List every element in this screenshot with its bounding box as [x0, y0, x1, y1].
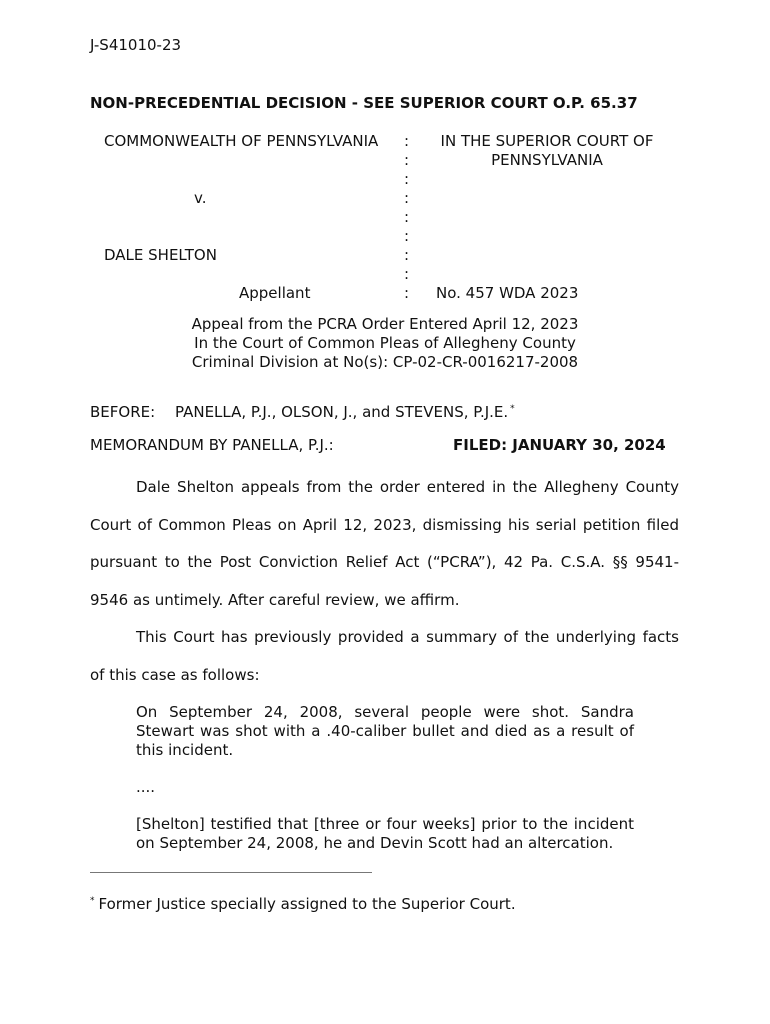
appeal-line-1: Appeal from the PCRA Order Entered April 12, 2023	[191, 315, 579, 333]
body-line: pursuant to the Post Conviction Relief Act (“PCRA”), 42 Pa. C.S.A. §§ 9541-	[90, 553, 679, 571]
caption-colon: :	[404, 189, 410, 207]
caption-appellant-role: Appellant	[239, 284, 311, 302]
caption-colon: :	[404, 170, 410, 188]
quote-ellipsis: ....	[136, 778, 156, 796]
body-line: of this case as follows:	[90, 666, 260, 684]
caption-colon: :	[404, 151, 410, 169]
caption-colon: :	[404, 265, 410, 283]
caption-defendant: DALE SHELTON	[104, 246, 217, 264]
footnote-mark: *	[90, 896, 95, 906]
memorandum-author: MEMORANDUM BY PANELLA, P.J.:	[90, 436, 334, 454]
decision-heading: NON-PRECEDENTIAL DECISION - SEE SUPERIOR COURT O.P. 65.37	[90, 94, 638, 112]
quote-paragraph: On September 24, 2008, several people were shot. Sandra Stewart was shot with a .40-caliber bullet and died as a result of this incident.	[136, 703, 634, 759]
footnote-separator	[90, 872, 372, 873]
before-judges	[175, 403, 515, 421]
body-line: Court of Common Pleas on April 12, 2023, dismissing his serial petition filed	[90, 516, 679, 534]
docket-id: J-S41010-23	[90, 36, 182, 54]
quote-paragraph: [Shelton] testified that [three or four weeks] prior to the incident on September 24, 2008, he and Devin Scott had an altercation.	[136, 815, 634, 852]
body-line: Dale Shelton appeals from the order entered in the Allegheny County	[136, 478, 679, 496]
footnote-reference[interactable]: *	[510, 404, 515, 414]
caption-colon: :	[404, 246, 410, 264]
caption-case-number: No. 457 WDA 2023	[436, 284, 579, 302]
appeal-info	[90, 315, 680, 372]
caption-versus: v.	[194, 189, 207, 207]
court-name-line1: IN THE SUPERIOR COURT OF	[440, 132, 654, 150]
appeal-line-2: In the Court of Common Pleas of Allegheny County	[194, 334, 576, 352]
caption-court-name	[420, 132, 674, 170]
block-quote	[136, 703, 634, 853]
caption-colon: :	[404, 208, 410, 226]
judges-list: PANELLA, P.J., OLSON, J., and STEVENS, P.J.E.	[175, 403, 509, 421]
body-line: This Court has previously provided a summary of the underlying facts	[136, 628, 679, 646]
appeal-line-3: Criminal Division at No(s): CP-02-CR-0016217-2008	[191, 353, 579, 371]
before-label: BEFORE:	[90, 403, 156, 421]
filed-date: FILED: JANUARY 30, 2024	[453, 436, 666, 454]
caption-colon: :	[404, 284, 410, 302]
body-line: 9546 as untimely. After careful review, we affirm.	[90, 591, 460, 609]
caption-colon: :	[404, 132, 410, 150]
court-name-line2: PENNSYLVANIA	[491, 151, 603, 169]
footnote	[90, 895, 516, 913]
caption-colon: :	[404, 227, 410, 245]
caption-colon-column	[404, 132, 409, 303]
caption-party-commonwealth: COMMONWEALTH OF PENNSYLVANIA	[104, 132, 379, 150]
footnote-text: Former Justice specially assigned to the Superior Court.	[98, 895, 516, 913]
